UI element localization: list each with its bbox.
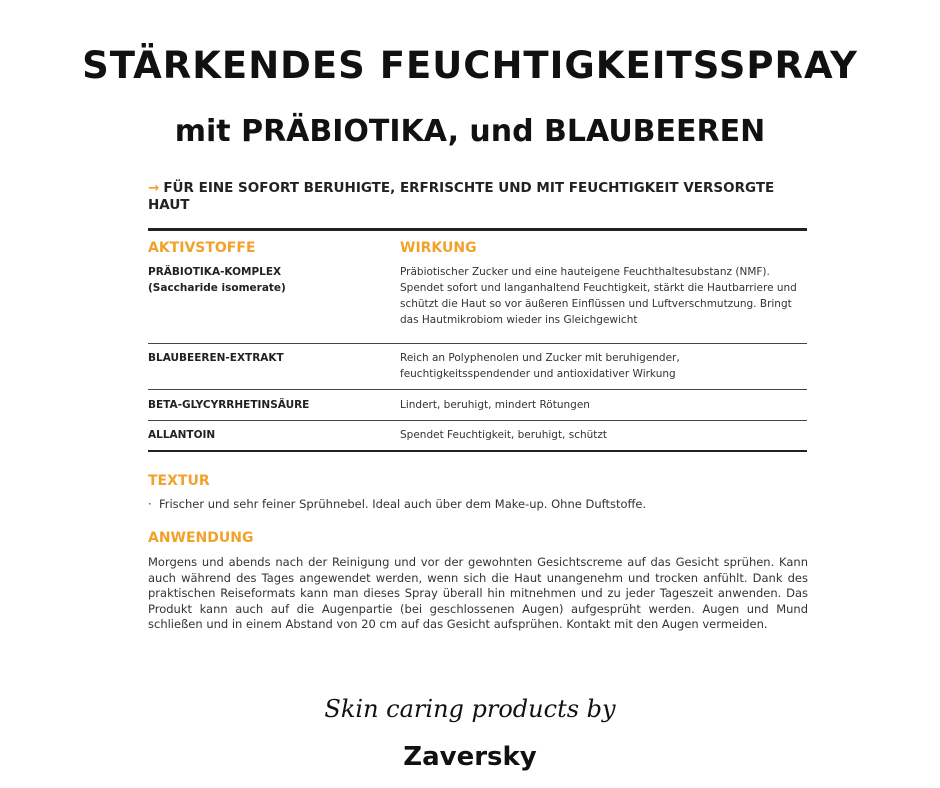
ingredient-name: BLAUBEEREN-EXTRAKT [148, 352, 284, 364]
column-header-effect: WIRKUNG [400, 240, 477, 256]
ingredient-name: ALLANTOIN [148, 429, 216, 441]
product-title: STÄRKENDES FEUCHTIGKEITSSPRAY [82, 44, 858, 87]
brand-name: Zaversky [403, 742, 537, 772]
texture-text: · Frischer und sehr feiner Sprühnebel. Ideal auch über dem Make-up. Ohne Duftstoffe. [148, 497, 647, 511]
texture-heading: TEXTUR [148, 473, 210, 489]
usage-heading: ANWENDUNG [148, 530, 254, 546]
ingredient-effect: Spendet Feuchtigkeit, beruhigt, schützt [400, 429, 608, 441]
ingredient-name: BETA-GLYCYRRHETINSÄURE [148, 399, 310, 411]
usage-text: Morgens und abends nach der Reinigung und vor der gewohnten Gesichtscreme auf das Gesicht sprühen. Kann auch während des Tages angewendet werden, wenn sich die Haut unangenehm und trocken anfühlt. Dank des praktischen Reiseformats kann man dieses Spray überall hin mitnehmen und zu jeder Tageszeit anwenden. Das Produkt kann auch auf die Augenpartie (bei geschlossenen Augen) aufgesprüht werden. Augen und Mund schließen und in einem Abstand von 20 cm auf das Gesicht aufsprühen. Kontakt mit den Augen vermeiden. [148, 555, 808, 631]
row-divider [148, 343, 807, 344]
ingredient-name: PRÄBIOTIKA-KOMPLEX (Saccharide isomerate) [148, 266, 286, 294]
tagline: Skin caring products by [324, 695, 616, 723]
intro-claim [148, 180, 808, 214]
ingredient-effect: Lindert, beruhigt, mindert Rötungen [400, 399, 590, 411]
intro-divider [148, 228, 807, 231]
product-subtitle: mit PRÄBIOTIKA, und BLAUBEEREN [174, 114, 766, 149]
row-divider [148, 420, 807, 421]
ingredient-effect: Reich an Polyphenolen und Zucker mit beruhigender, feuchtigkeitsspendender und antioxidativer Wirkung [400, 352, 680, 380]
table-bottom-rule [148, 450, 807, 452]
row-divider [148, 389, 807, 390]
column-header-active: AKTIVSTOFFE [148, 240, 256, 256]
arrow-right-icon: → [148, 180, 160, 196]
bullet: · [148, 497, 152, 511]
ingredient-effect: Präbiotischer Zucker und eine hauteigene Feuchthaltesubstanz (NMF). Spendet sofort und langanhaltend Feuchtigkeit, stärkt die Hautbarriere und schützt die Haut so vor äußeren Einflüssen und Luftverschmutzung. Bringt das Hautmikrobiom wieder ins Gleichgewicht [400, 266, 797, 326]
intro-text: FÜR EINE SOFORT BERUHIGTE, ERFRISCHTE UND MIT FEUCHTIGKEIT VERSORGTE HAUT [148, 180, 775, 213]
